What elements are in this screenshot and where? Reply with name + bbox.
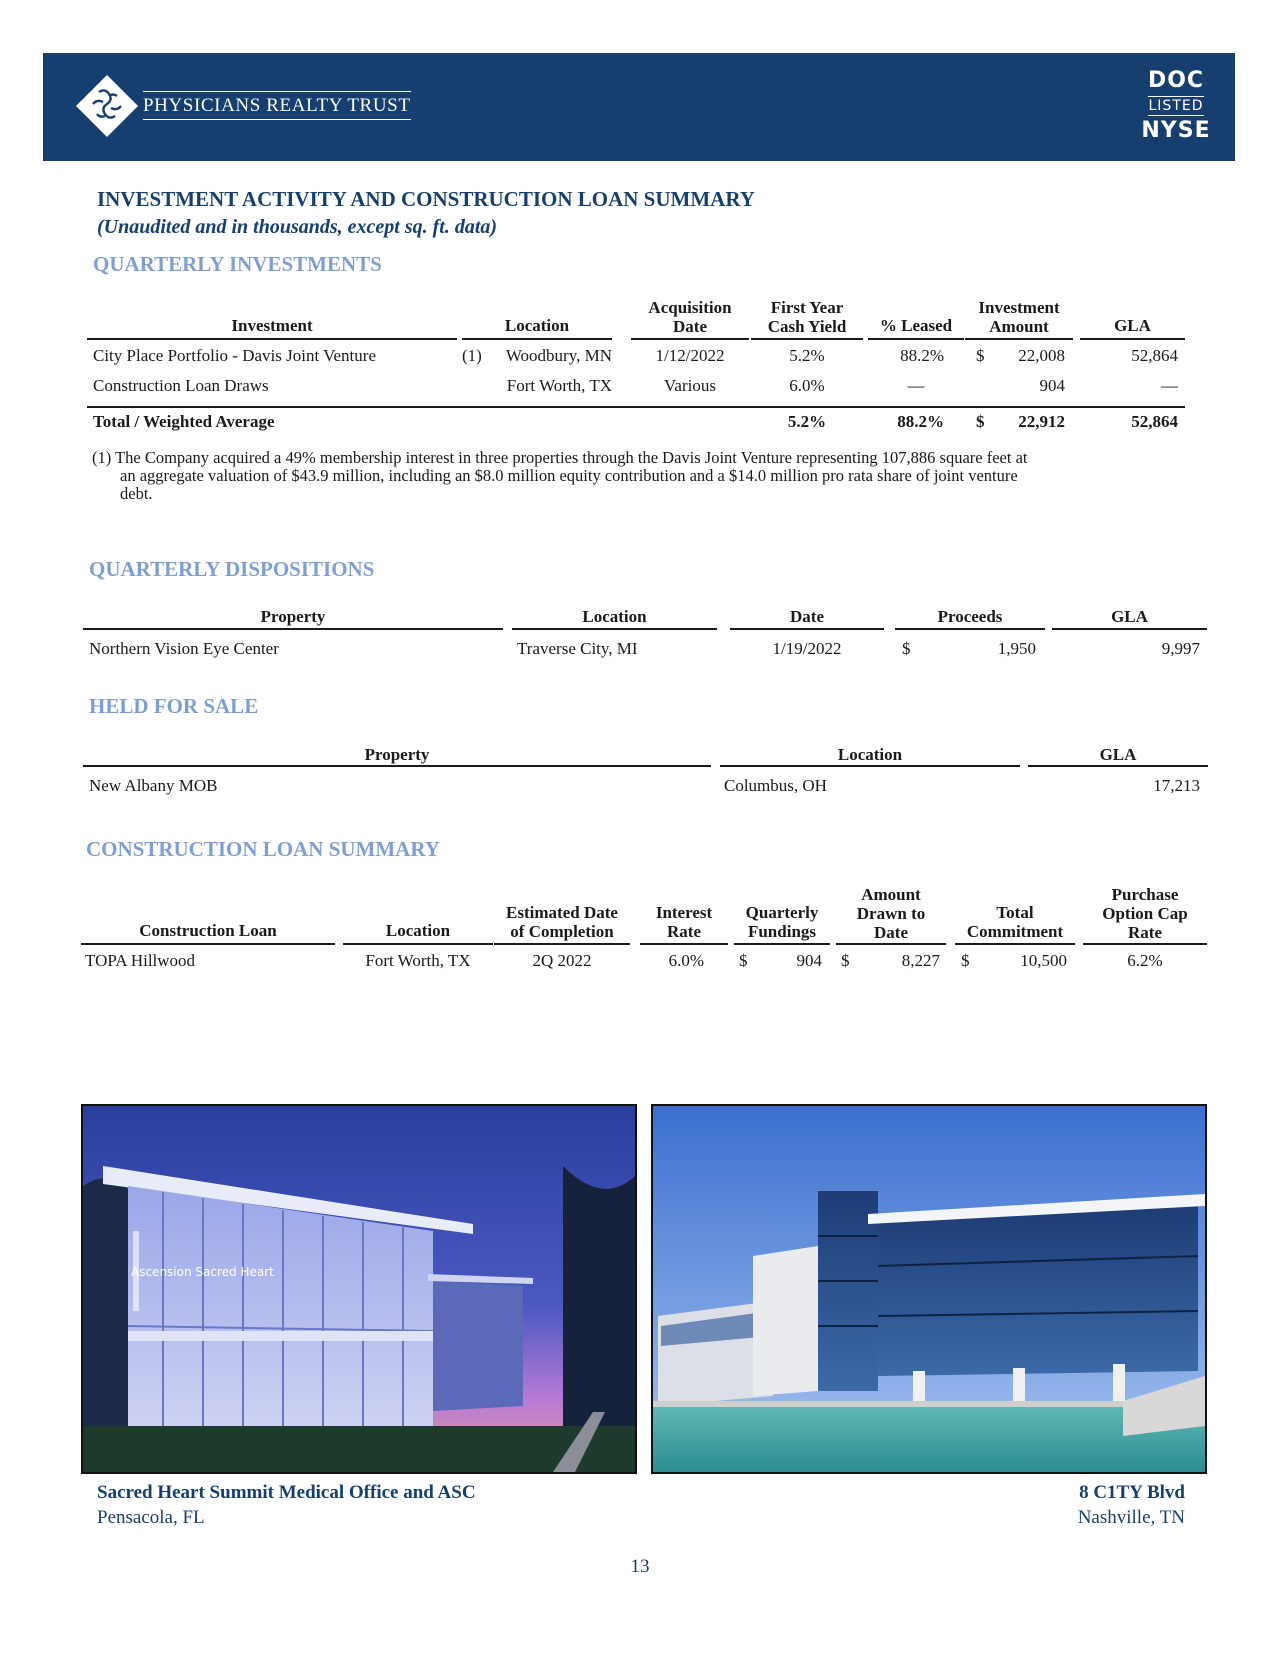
cash-yield: 6.0% — [789, 376, 825, 395]
brand-name: PHYSICIANS REALTY TRUST — [143, 95, 411, 120]
header-rule — [83, 765, 711, 767]
currency-symbol: $ — [976, 346, 985, 365]
property-name: Northern Vision Eye Center — [89, 639, 279, 658]
header-rule — [734, 943, 830, 945]
page-title: INVESTMENT ACTIVITY AND CONSTRUCTION LOAN SUMMARY — [97, 187, 755, 211]
property-name: New Albany MOB — [89, 776, 218, 795]
col-header-gla: GLA — [1099, 745, 1137, 764]
gla-value: 9,997 — [1161, 639, 1200, 658]
col-header-drawn-line2: Drawn to — [856, 904, 926, 923]
section-heading-held-for-sale: HELD FOR SALE — [89, 694, 259, 718]
section-heading-investments: QUARTERLY INVESTMENTS — [93, 252, 382, 276]
footnote-line: an aggregate valuation of $43.9 million, including an $8.0 million equity contribution and a $14.0 million pro rata share of joint venture — [120, 466, 1018, 485]
photo-caption-name: Sacred Heart Summit Medical Office and ASC — [97, 1482, 476, 1503]
investment-name: Construction Loan Draws — [93, 376, 269, 395]
col-header-commitment — [955, 903, 1075, 941]
footnote-line: debt. — [120, 484, 153, 503]
header-rule — [1080, 338, 1185, 340]
currency-symbol: $ — [739, 951, 748, 970]
header-rule — [868, 338, 964, 340]
col-header-completion-line2: of Completion — [510, 922, 614, 941]
col-header-amount-line1: Investment — [978, 298, 1060, 317]
interest-rate: 6.0% — [668, 951, 704, 970]
currency-symbol: $ — [976, 412, 985, 431]
col-header-fundings-line1: Quarterly — [745, 903, 819, 922]
col-header-location: Location — [504, 316, 570, 335]
col-header-drawn-line1: Amount — [861, 885, 921, 904]
total-label: Total / Weighted Average — [93, 412, 275, 431]
building-photo-icon — [83, 1106, 635, 1472]
col-header-gla: GLA — [1111, 607, 1148, 626]
col-header-yield — [751, 298, 863, 336]
total-commitment: 10,500 — [1020, 951, 1067, 970]
col-header-cap-rate-line3: Rate — [1128, 923, 1162, 942]
percent-leased: 88.2% — [900, 346, 944, 365]
header-rule — [1083, 943, 1207, 945]
col-header-date: Date — [790, 607, 824, 626]
col-header-yield-line2: Cash Yield — [767, 317, 847, 336]
col-header-yield-line1: First Year — [770, 298, 844, 317]
header-rule — [730, 628, 884, 630]
col-header-cap-rate-line2: Option Cap — [1102, 904, 1188, 923]
ticker-symbol: DOC — [1147, 68, 1205, 93]
photo-8-city-blvd — [651, 1104, 1207, 1474]
currency-symbol: $ — [841, 951, 850, 970]
header-rule — [1028, 765, 1208, 767]
total-amount: 22,912 — [1018, 412, 1065, 431]
amount-drawn: 8,227 — [901, 951, 940, 970]
section-heading-dispositions: QUARTERLY DISPOSITIONS — [89, 557, 375, 581]
investment-location: Woodbury, MN — [505, 346, 612, 365]
header-rule — [512, 628, 717, 630]
investment-name: City Place Portfolio - Davis Joint Venture — [93, 346, 376, 365]
page-number: 13 — [630, 1556, 650, 1577]
investment-location: Fort Worth, TX — [506, 376, 612, 395]
acquisition-date: Various — [664, 376, 716, 395]
ticker-badge — [1140, 68, 1212, 144]
col-header-fundings — [734, 903, 830, 941]
building-photo-icon — [653, 1106, 1205, 1472]
header-rule — [965, 338, 1073, 340]
col-header-location: Location — [385, 921, 451, 940]
gla-value: — — [1161, 376, 1178, 395]
col-header-commitment-line2: Commitment — [966, 922, 1064, 941]
header-rule — [836, 943, 946, 945]
header-rule — [81, 943, 335, 945]
loan-location: Fort Worth, TX — [365, 951, 471, 970]
header-rule — [895, 628, 1045, 630]
header-rule — [720, 765, 1020, 767]
photo-caption-location: Nashville, TN — [1077, 1507, 1185, 1528]
quarterly-fundings: 904 — [796, 951, 822, 970]
currency-symbol: $ — [902, 639, 911, 658]
col-header-cap-rate-line1: Purchase — [1111, 885, 1179, 904]
ticker-exchange: NYSE — [1141, 118, 1211, 143]
currency-symbol: $ — [961, 951, 970, 970]
percent-leased: — — [907, 376, 925, 395]
ticker-listed: LISTED — [1148, 98, 1204, 114]
col-header-proceeds: Proceeds — [937, 607, 1003, 626]
header-rule — [343, 943, 493, 945]
gla-value: 17,213 — [1153, 776, 1200, 795]
col-header-fundings-line2: Fundings — [747, 922, 817, 941]
total-rule — [87, 406, 1185, 408]
photo-sacred-heart — [81, 1104, 637, 1474]
col-header-completion-line1: Estimated Date — [506, 903, 618, 922]
investment-amount: 904 — [1039, 376, 1065, 395]
col-header-commitment-line1: Total — [996, 903, 1034, 922]
page-subtitle: (Unaudited and in thousands, except sq. ft. data) — [97, 216, 498, 238]
proceeds-value: 1,950 — [997, 639, 1036, 658]
header-rule — [494, 943, 630, 945]
gla-value: 52,864 — [1131, 346, 1178, 365]
col-header-rate-line2: Rate — [667, 922, 701, 941]
footnote-line: (1) The Company acquired a 49% membership interest in three properties through the Davis Joint Venture representing 107,886 square feet at — [92, 448, 1028, 467]
col-header-acq-date-line2: Date — [673, 317, 707, 336]
disposition-date: 1/19/2022 — [772, 639, 842, 658]
building-sign-text: Ascension Sacred Heart — [131, 1265, 274, 1279]
header-rule — [751, 338, 863, 340]
header-rule — [955, 943, 1075, 945]
col-header-amount-line2: Amount — [989, 317, 1049, 336]
col-header-acq-date — [631, 298, 749, 336]
col-header-location: Location — [837, 745, 903, 764]
header-rule — [83, 628, 503, 630]
photo-caption-location: Pensacola, FL — [97, 1507, 205, 1528]
total-yield: 5.2% — [787, 412, 827, 431]
col-header-drawn — [836, 885, 946, 942]
col-header-leased: % Leased — [879, 316, 953, 335]
photo-caption-name: 8 C1TY Blvd — [1079, 1482, 1185, 1503]
col-header-drawn-line3: Date — [874, 923, 908, 942]
col-header-gla: GLA — [1114, 316, 1151, 335]
col-header-completion — [494, 903, 630, 941]
header-rule — [640, 943, 728, 945]
col-header-property: Property — [364, 745, 430, 764]
footnote — [92, 449, 1172, 503]
loan-name: TOPA Hillwood — [85, 951, 196, 970]
completion-date: 2Q 2022 — [532, 951, 592, 970]
col-header-loan: Construction Loan — [139, 921, 277, 940]
section-heading-construction: CONSTRUCTION LOAN SUMMARY — [86, 837, 440, 861]
col-header-rate-line1: Interest — [655, 903, 713, 922]
header-rule — [462, 338, 612, 340]
cap-rate: 6.2% — [1127, 951, 1163, 970]
property-location: Columbus, OH — [724, 776, 827, 795]
header-rule — [631, 338, 749, 340]
diamond-logo-icon — [75, 74, 139, 138]
investment-amount: 22,008 — [1018, 346, 1065, 365]
col-header-amount — [965, 298, 1073, 336]
cash-yield: 5.2% — [789, 346, 825, 365]
acquisition-date: 1/12/2022 — [655, 346, 725, 365]
col-header-cap-rate — [1083, 885, 1207, 942]
footnote-ref: (1) — [462, 346, 482, 365]
col-header-investment: Investment — [231, 316, 313, 335]
header-rule — [87, 338, 457, 340]
col-header-location: Location — [582, 607, 647, 626]
col-header-rate — [640, 903, 728, 941]
property-location: Traverse City, MI — [517, 639, 638, 658]
col-header-acq-date-line1: Acquisition — [648, 298, 732, 317]
col-header-property: Property — [260, 607, 326, 626]
header-rule — [1052, 628, 1207, 630]
total-leased: 88.2% — [897, 412, 944, 431]
total-gla: 52,864 — [1131, 412, 1178, 431]
